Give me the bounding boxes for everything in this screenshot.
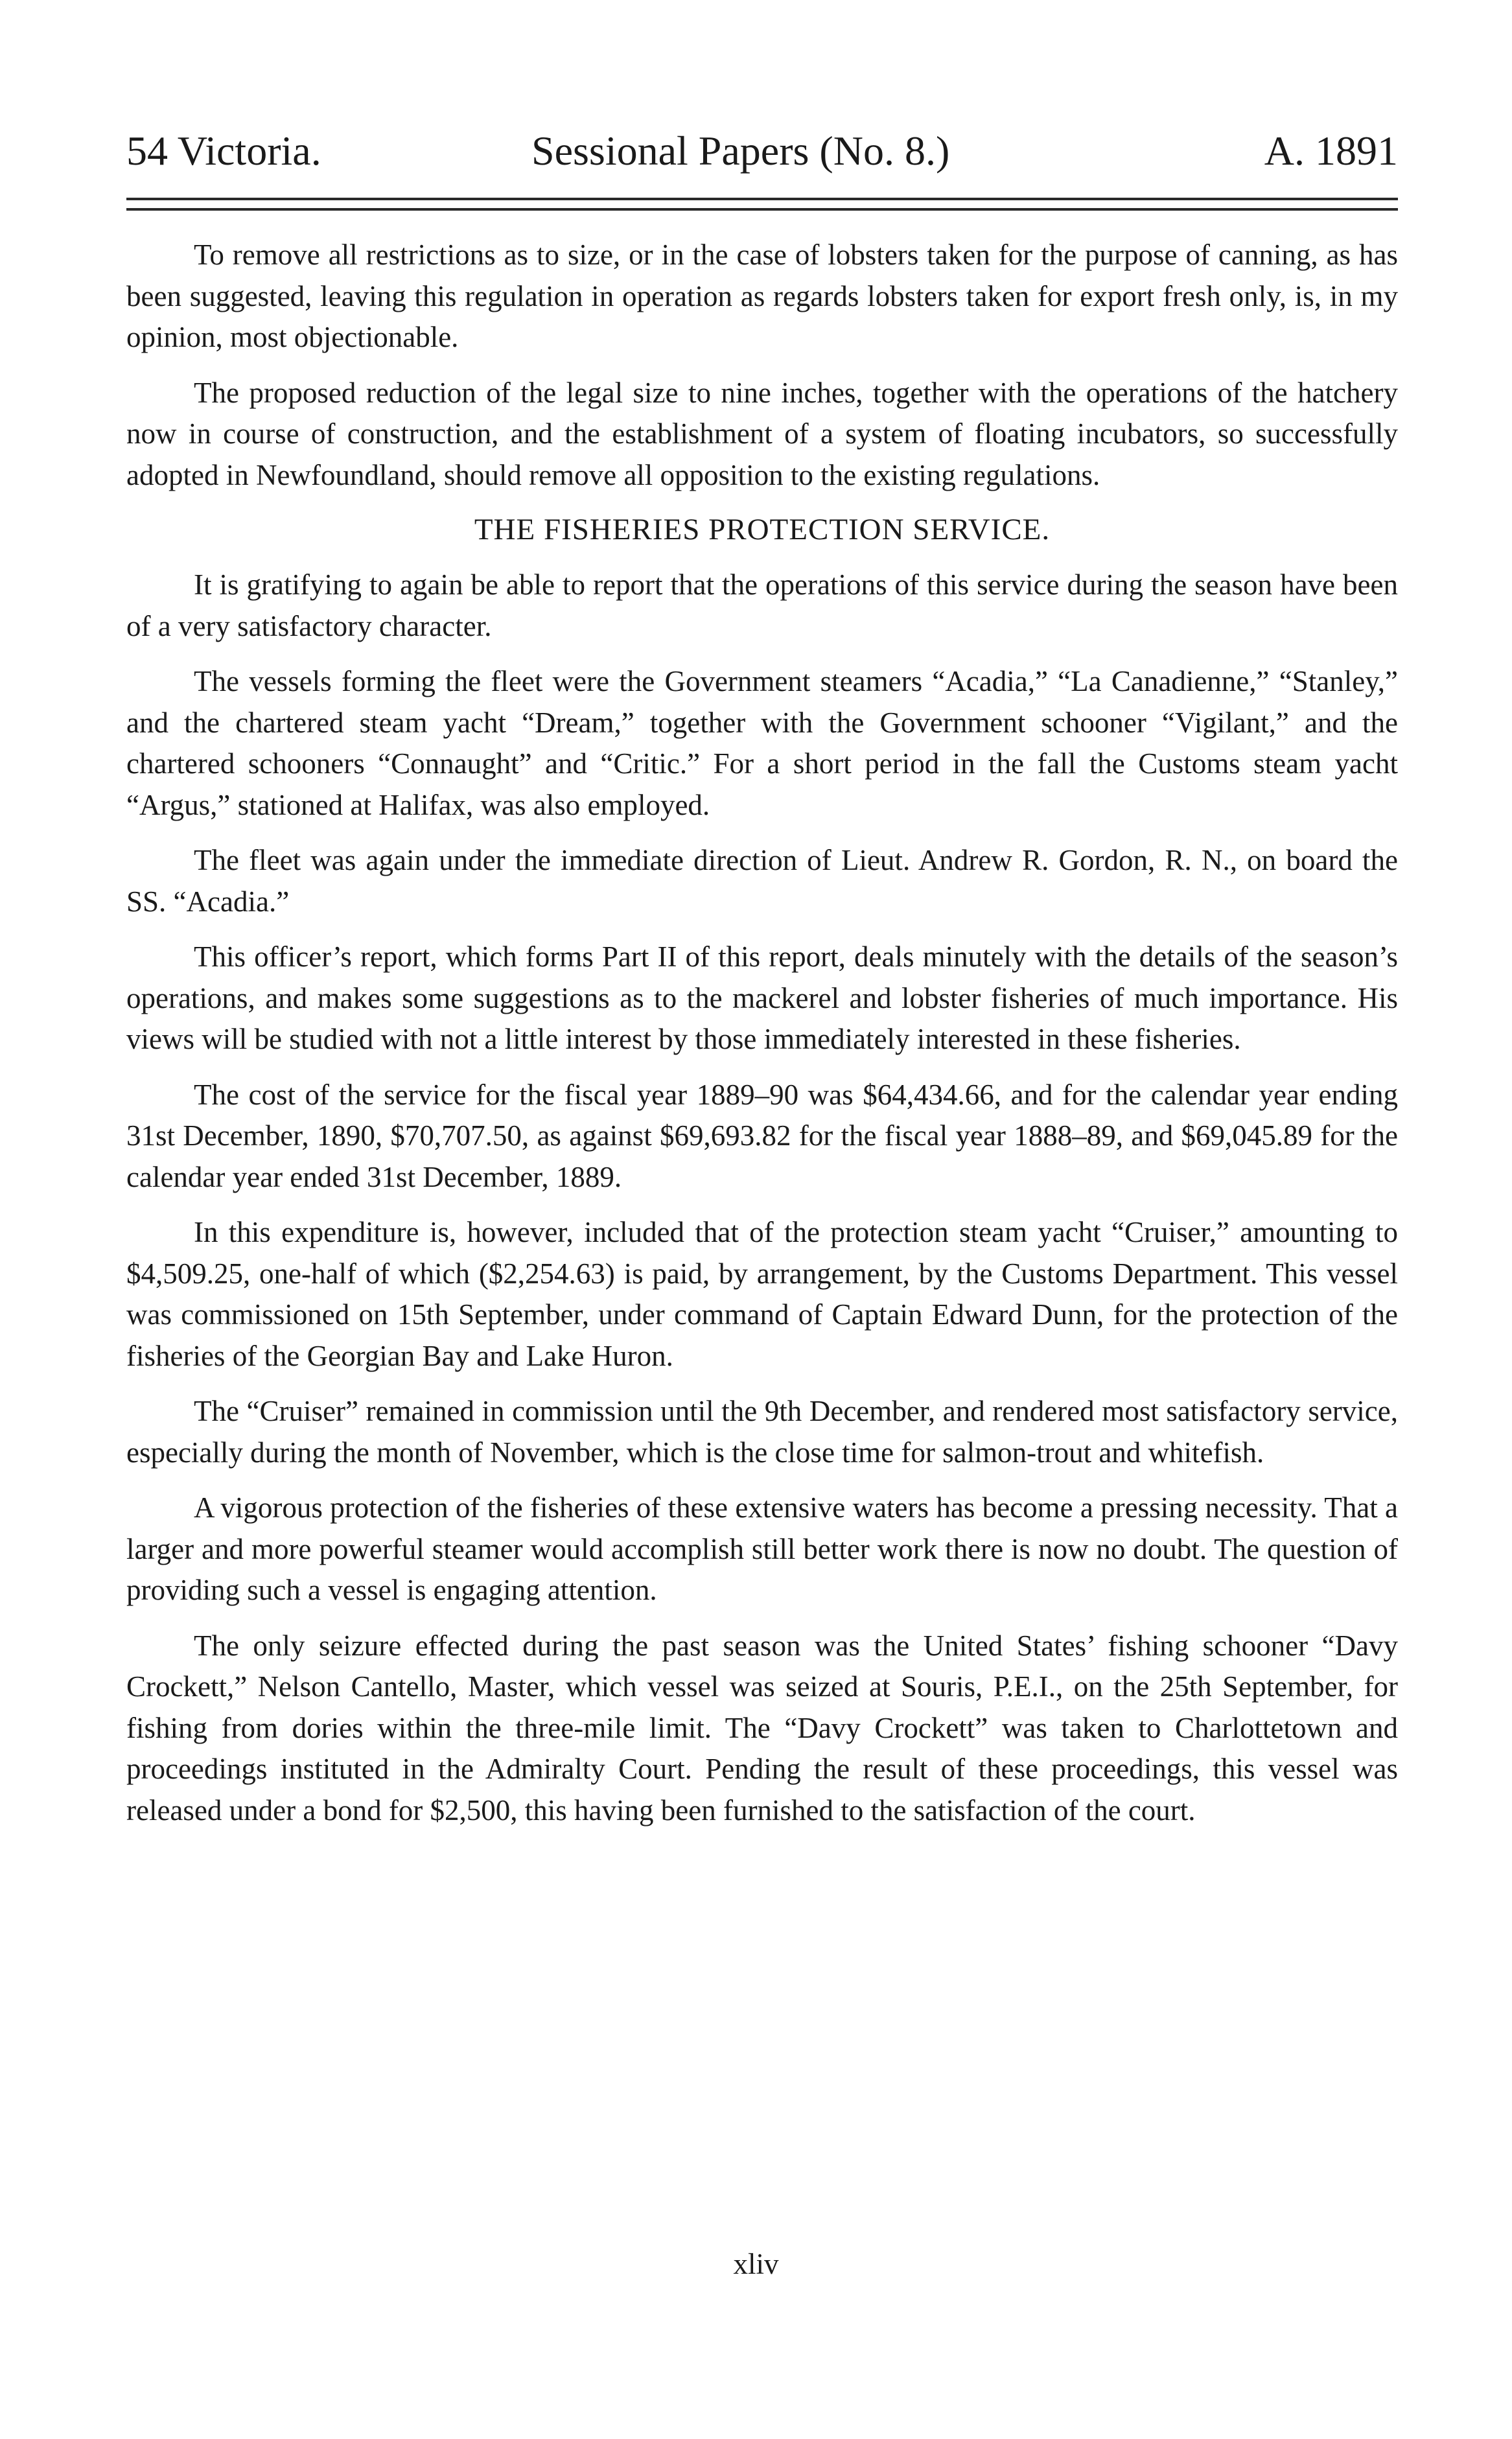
paragraph: The vessels forming the fleet were the Government steamers “Acadia,” “La Canadienne,” “Stanley,” and the chartered steam yacht “Dream,” together with the Government schooner “Vigilant,” and the chartered schooners “Connaught” and “Critic.” For a short period in the fall the Customs steam yacht “Argus,” stationed at Halifax, was also employed. [126, 665, 1398, 821]
header-rule-top [126, 198, 1398, 200]
paragraph: The “Cruiser” remained in commission until the 9th December, and rendered most satisfactory service, especially during the month of November, which is the close time for salmon-trout and whitefish. [126, 1395, 1398, 1469]
running-header [126, 122, 1398, 180]
paragraph: This officer’s report, which forms Part II of this report, deals minutely with the details of the season’s operations, and makes some suggestions as to the mackerel and lobster fisheries of much importance. His views will be studied with not a little interest by those immediately interested in these fisheries. [126, 940, 1398, 1055]
paragraph: The fleet was again under the immediate direction of Lieut. Andrew R. Gordon, R. N., on board the SS. “Acadia.” [126, 844, 1398, 918]
header-rule-bottom [126, 208, 1398, 211]
page-body [126, 235, 1398, 1845]
paragraph: In this expenditure is, however, included that of the protection steam yacht “Cruiser,” amounting to $4,509.25, one-half of which ($2,254.63) is paid, by arrangement, by the Customs Department. This vessel was commissioned on 15th September, under command of Captain Edward Dunn, for the protection of the fisheries of the Georgian Bay and Lake Huron. [126, 1216, 1398, 1372]
header-title: Sessional Papers (No. 8.) [531, 128, 950, 174]
paragraph: The cost of the service for the fiscal year 1889–90 was $64,434.66, and for the calendar year ending 31st December, 1890, $70,707.50, as against $69,693.82 for the fiscal year 1888–89, and $69,045.89 for the calendar year ended 31st December, 1889. [126, 1078, 1398, 1193]
header-year: A. 1891 [1264, 128, 1398, 174]
paragraph: The proposed reduction of the legal size to nine inches, together with the operations of the hatchery now in course of construction, and the establishment of a system of floating incubators, so successfully adopted in Newfoundland, should remove all opposition to the existing regulations. [126, 376, 1398, 491]
paragraph: It is gratifying to again be able to report that the operations of this service during the season have been of a very satisfactory character. [126, 568, 1398, 642]
paragraph: The only seizure effected during the past season was the United States’ fishing schooner “Davy Crockett,” Nelson Cantello, Master, which vessel was seized at Souris, P.E.I., on the 25th September, for fishing from dories within the three-mile limit. The “Davy Crockett” was taken to Charlottetown and proceedings instituted in the Admiralty Court. Pending the result of these proceedings, this vessel was released under a bond for $2,500, this having been furnished to the satisfaction of the court. [126, 1629, 1398, 1826]
page-number: xliv [733, 2248, 779, 2280]
section-heading: THE FISHERIES PROTECTION SERVICE. [474, 513, 1051, 546]
paragraph: A vigorous protection of the fisheries of these extensive waters has become a pressing necessity. That a larger and more powerful steamer would accomplish still better work there is now no doubt. The question of providing such a vessel is engaging attention. [126, 1491, 1398, 1606]
paragraph: To remove all restrictions as to size, or in the case of lobsters taken for the purpose of canning, as has been suggested, leaving this regulation in operation as regards lobsters taken for export fresh only, is, in my opinion, most objectionable. [126, 239, 1398, 353]
header-volume: 54 Victoria. [126, 128, 321, 174]
